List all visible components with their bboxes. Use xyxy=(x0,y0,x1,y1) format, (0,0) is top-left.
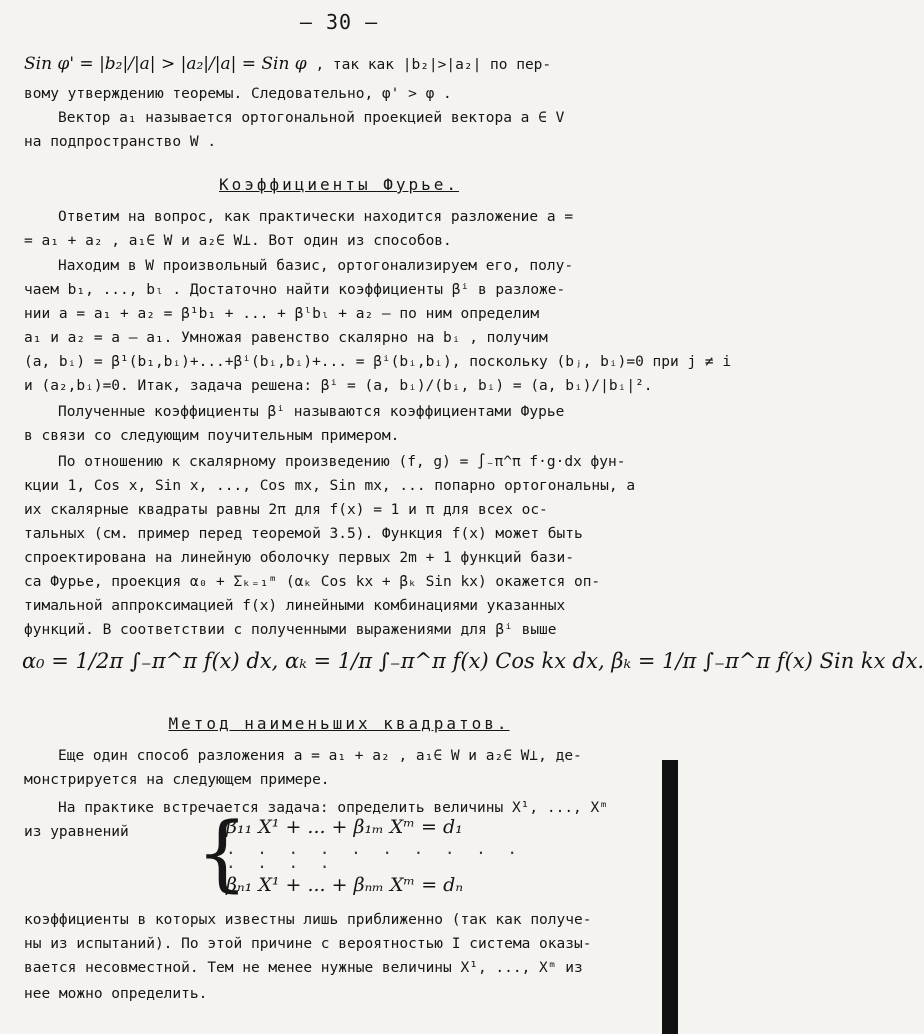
text-line-27: коэффициенты в которых известны лишь приближенно (так как получе- xyxy=(24,912,592,928)
text-line-29: вается несовместной. Тем не менее нужные величины X¹, ..., Xᵐ из xyxy=(24,960,583,976)
text-fragment: , так как |b₂|>|a₂| по пер- xyxy=(315,57,552,73)
equation-system xyxy=(196,806,556,901)
fourier-coefficients-formula: α₀ = 1/2π ∫₋π^π f(x) dx, αₖ = 1/π ∫₋π^π f(x) Cos kx dx, βₖ = 1/π ∫₋π^π f(x) Sin kx dx. xyxy=(22,649,924,673)
scan-edge-shadow xyxy=(662,760,678,1034)
text-line-19: спроектирована на линейную оболочку первых 2m + 1 функций бази- xyxy=(24,550,574,566)
page-number: – 30 – xyxy=(299,10,379,34)
equation-ellipsis: . . . . . . . . . . . . . . xyxy=(226,839,524,872)
equation-first: β₁₁ X¹ + ... + β₁ₘ Xᵐ = d₁ xyxy=(226,816,463,838)
text-line-12: и (a₂,bᵢ)=0. Итак, задача решена: βⁱ = (a, bᵢ)/(bᵢ, bᵢ) = (a, bᵢ)/|bᵢ|². xyxy=(24,378,653,394)
text-line-15: По отношению к скалярному произведению (f, g) = ∫₋π^π f·g·dx фун- xyxy=(58,454,626,470)
text-line-23: Еще один способ разложения a = a₁ + a₂ , a₁∈ W и a₂∈ W⊥, де- xyxy=(58,748,582,764)
text-line-14: в связи со следующим поучительным примером. xyxy=(24,428,400,444)
text-line-5: Ответим на вопрос, как практически находится разложение a = xyxy=(58,209,574,225)
section-heading-fourier: Коэффициенты Фурье. xyxy=(218,175,460,194)
handwritten-formula: Sin φ' = |b₂|/|a| > |a₂|/|a| = Sin φ xyxy=(24,54,307,74)
text-line-24: монстрируется на следующем примере. xyxy=(24,772,330,788)
equation-last: βₙ₁ X¹ + ... + βₙₘ Xᵐ = dₙ xyxy=(226,874,464,896)
text-line-18: тальных (см. пример перед теоремой 3.5). Функция f(x) может быть xyxy=(24,526,583,542)
text-line-8: чаем b₁, ..., bₗ . Достаточно найти коэффициенты βⁱ в разложе- xyxy=(24,282,566,298)
section-heading-least-squares: Метод наименьших квадратов. xyxy=(168,714,510,733)
text-line-3: Вектор a₁ называется ортогональной проекцией вектора a ∈ V xyxy=(58,110,565,126)
text-line-20: са Фурье, проекция α₀ + Σₖ₌₁ᵐ (αₖ Cos kx + βₖ Sin kx) окажется оп- xyxy=(24,574,601,590)
text-line-25: На практике встречается задача: определить величины X¹, ..., Xᵐ xyxy=(58,800,608,816)
text-line-9: нии a = a₁ + a₂ = β¹b₁ + ... + βˡbₗ + a₂ – по ним определим xyxy=(24,306,540,322)
text-line-6: = a₁ + a₂ , a₁∈ W и a₂∈ W⊥. Вот один из способов. xyxy=(24,233,452,249)
text-line-2: вому утверждению теоремы. Следовательно, φ' > φ . xyxy=(24,86,452,102)
left-brace: { xyxy=(196,806,249,901)
text-line-16: кции 1, Cos x, Sin x, ..., Cos mx, Sin mx, ... попарно ортогональны, а xyxy=(24,478,636,494)
text-line-30: нее можно определить. xyxy=(24,986,208,1002)
text-line-4: на подпространство W . xyxy=(24,134,217,150)
text-line-21: тимальной аппроксимацией f(x) линейными комбинациями указанных xyxy=(24,598,566,614)
text-line-11: (a, bᵢ) = β¹(b₁,bᵢ)+...+βⁱ(bᵢ,bᵢ)+... = βⁱ(bᵢ,bᵢ), поскольку (bⱼ, bᵢ)=0 при j ≠ i xyxy=(24,354,732,370)
text-line-10: a₁ и a₂ = a – a₁. Умножая равенство скалярно на bᵢ , получим xyxy=(24,330,548,346)
text-line-13: Полученные коэффициенты βⁱ называются коэффициентами Фурье xyxy=(58,404,565,420)
text-line-17: их скалярные квадраты равны 2π для f(x) = 1 и π для всех ос- xyxy=(24,502,548,518)
text-line-1 xyxy=(24,54,664,75)
text-line-26: из уравнений xyxy=(24,824,129,840)
text-line-28: ны из испытаний). По этой причине с вероятностью I система оказы- xyxy=(24,936,592,952)
text-line-7: Находим в W произвольный базис, ортогонализируем его, полу- xyxy=(58,258,574,274)
text-line-22: функций. В соответствии с полученными выражениями для βⁱ выше xyxy=(24,622,557,638)
